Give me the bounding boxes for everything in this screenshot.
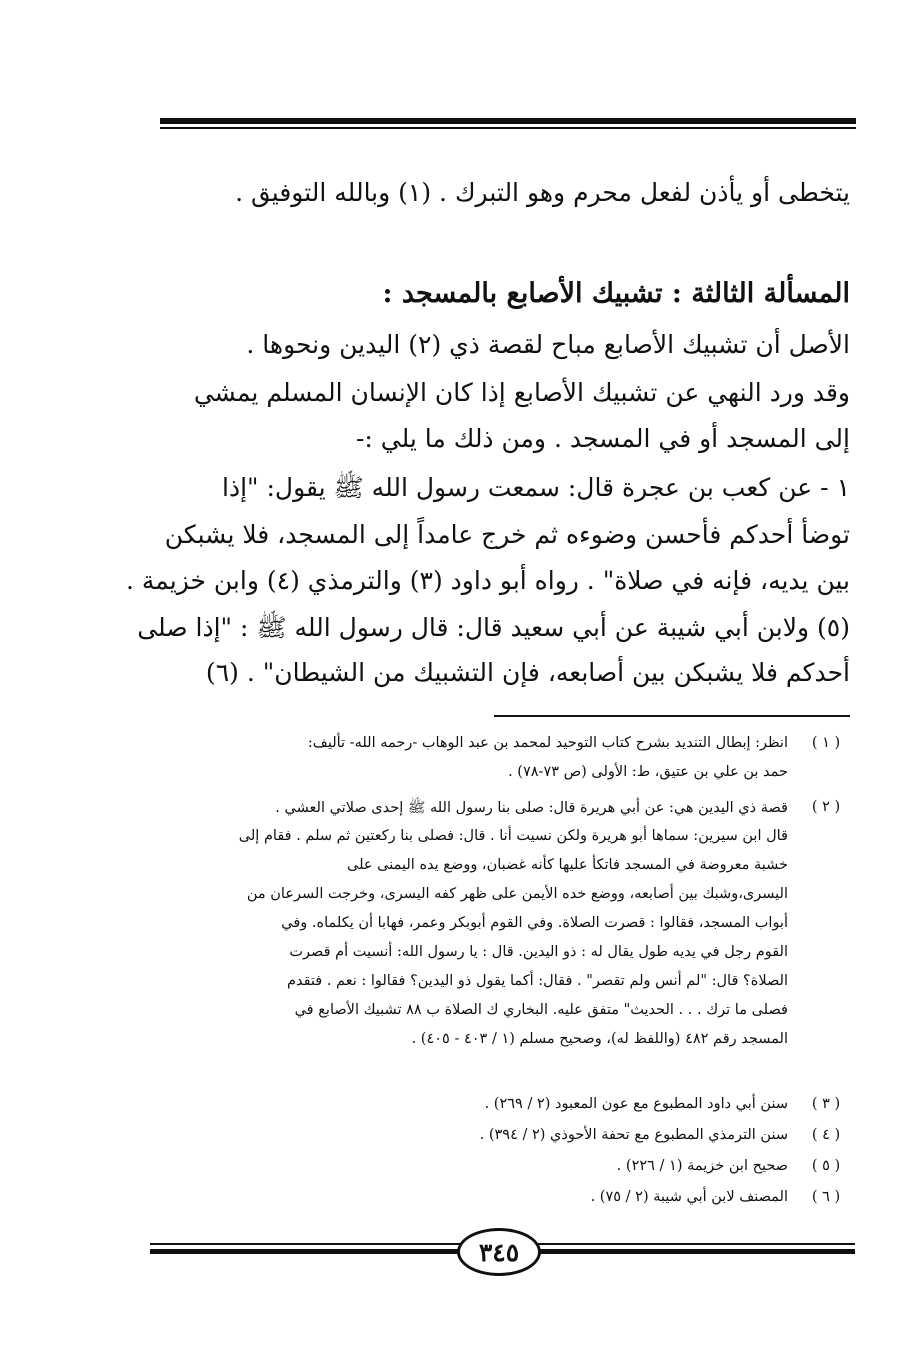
footnote-text: المصنف لابن أبي شيبة (٢ / ٧٥) . <box>590 1189 788 1205</box>
footnote-text: فصلى ما ترك . . . الحديث" متفق عليه. البخاري ك الصلاة ب ٨٨ تشبيك الأصابع في <box>294 1002 788 1018</box>
body-line: الأصل أن تشبيك الأصابع مباح لقصة ذي (٢) اليدين ونحوها . <box>246 330 850 359</box>
header-rule-thin <box>160 127 856 129</box>
footnote-number: ( ٣ ) <box>811 1096 841 1112</box>
footnote-1 <box>60 735 850 785</box>
footnote-6 <box>60 1189 850 1213</box>
body-line: أحدكم فلا يشبكن بين أصابعه، فإن التشبيك من الشيطان" . (٦) <box>205 658 850 687</box>
footnote-5 <box>60 1158 850 1182</box>
footnote-number: ( ٢ ) <box>811 799 841 815</box>
footnote-separator <box>494 715 850 717</box>
page-number <box>457 1228 541 1276</box>
footnote-number: ( ٤ ) <box>811 1127 841 1143</box>
footnote-text: قال ابن سيرين: سماها أبو هريرة ولكن نسيت أنا . قال: فصلى بنا ركعتين ثم سلم . فقام إلى <box>238 828 788 844</box>
footnote-number: ( ٦ ) <box>811 1189 841 1205</box>
footnote-4 <box>60 1127 850 1151</box>
body-line: وقد ورد النهي عن تشبيك الأصابع إذا كان الإنسان المسلم يمشي <box>193 378 850 407</box>
footnote-text: سنن أبي داود المطبوع مع عون المعبود (٢ / ٢٦٩) . <box>484 1096 788 1112</box>
footnote-2 <box>60 799 850 1089</box>
footnote-3 <box>60 1096 850 1120</box>
footnote-text: القوم رجل في يديه طول يقال له : ذو اليدين. قال : يا رسول الله: أنسيت أم قصرت <box>289 944 788 960</box>
footnote-text: خشبة معروضة في المسجد فاتكأ عليها كأنه غضبان، ووضع يده اليمنى على <box>347 857 788 873</box>
footnote-text: صحيح ابن خزيمة (١ / ٢٢٦) . <box>616 1158 788 1174</box>
body-line: ١ - عن كعب بن عجرة قال: سمعت رسول الله ﷺ يقول: "إذا <box>222 473 850 502</box>
footnote-text: حمد بن علي بن عتيق، ط: الأولى (ص ٧٣-٧٨) . <box>508 764 788 780</box>
footnote-text: اليسرى،وشبك بين أصابعه، ووضع خده الأيمن على ظهر كفه اليسرى، وخرجت السرعان من <box>246 886 788 902</box>
body-line: توضأ أحدكم فأحسن وضوءه ثم خرج عامداً إلى المسجد، فلا يشبكن <box>164 520 850 549</box>
body-line: إلى المسجد أو في المسجد . ومن ذلك ما يلي :- <box>355 424 850 453</box>
footnote-text: انظر: إبطال التنديد بشرح كتاب التوحيد لمحمد بن عبد الوهاب -رحمه الله- تأليف: <box>307 735 788 751</box>
section-heading: المسألة الثالثة : تشبيك الأصابع بالمسجد : <box>382 278 850 309</box>
footnote-text: الصلاة؟ قال: "لم أنس ولم تقصر" . فقال: أكما يقول ذو اليدين؟ فقالوا : نعم . فتقدم <box>287 973 788 989</box>
page-number-text: ٣٤٥ <box>478 1237 520 1267</box>
footnote-text: المسجد رقم ٤٨٢ (واللفظ له)، وصحيح مسلم (١ / ٤٠٣ - ٤٠٥) . <box>411 1031 788 1047</box>
footnote-text: أبواب المسجد، فقالوا : قصرت الصلاة. وفي القوم أبوبكر وعمر، فهابا أن يكلماه. وفي <box>281 915 788 931</box>
intro-line: يتخطى أو يأذن لفعل محرم وهو التبرك . (١) وبالله التوفيق . <box>235 178 850 207</box>
body-line: بين يديه، فإنه في صلاة" . رواه أبو داود (٣) والترمذي (٤) وابن خزيمة . <box>126 566 850 595</box>
header-rule-thick <box>160 118 856 124</box>
footnote-number: ( ٥ ) <box>811 1158 841 1174</box>
footnote-text: قصة ذي اليدين هي: عن أبي هريرة قال: صلى بنا رسول الله ﷺ إحدى صلاتي العشي . <box>275 800 788 816</box>
body-line: (٥) ولابن أبي شيبة عن أبي سعيد قال: قال رسول الله ﷺ : "إذا صلى <box>137 613 850 642</box>
footnote-number: ( ١ ) <box>811 735 841 751</box>
footnote-text: سنن الترمذي المطبوع مع تحفة الأحوذي (٢ / ٣٩٤) . <box>479 1127 788 1143</box>
